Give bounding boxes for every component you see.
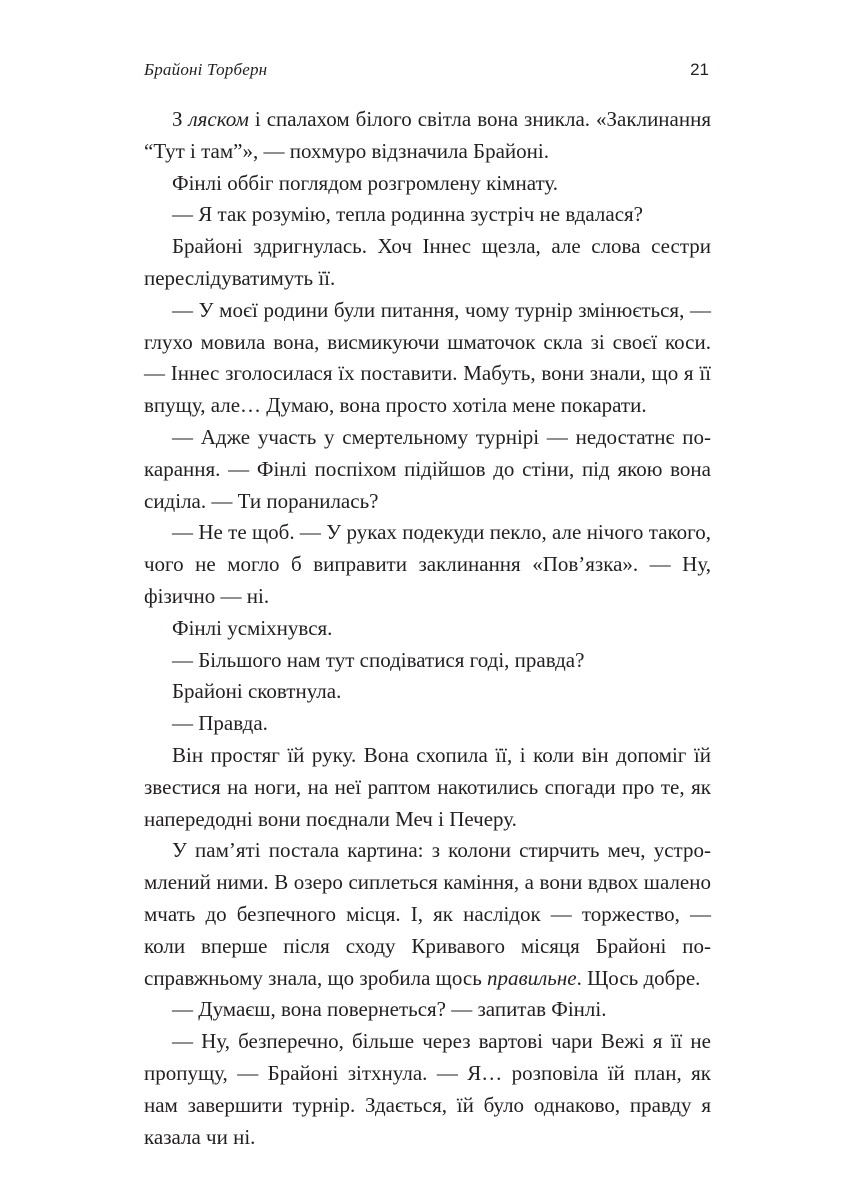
text-run: . Щось добре.	[576, 965, 701, 990]
text-run: — Правда.	[172, 711, 268, 736]
text-run: З	[172, 107, 189, 131]
text-run: Фінлі усміхнувся.	[172, 615, 333, 640]
paragraph	[144, 676, 711, 708]
paragraph	[144, 1026, 711, 1153]
text-run: — Ну, безперечно, більше через вартові чари Вежі я її не пропущу, — Брайоні зітхнула. — Я… розповіла їй план, як нам завершити турнір. Здається, їй було однаково, правду я казала чи ні.	[144, 1029, 711, 1149]
paragraph	[144, 740, 711, 835]
body-text	[144, 104, 711, 1153]
paragraph	[144, 295, 711, 422]
paragraph	[144, 994, 711, 1026]
text-run: — У моєї родини були питання, чому турнір змінюється, — глухо мовила вона, висмикуючи шматочок скла зі своєї коси. — Іннес зголосилася їх поставити. Мабуть, вони знали, що я її впущу, але… Думаю, вона просто хотіла мене покарати.	[144, 297, 711, 418]
text-run: — Думаєш, вона повернеться? — запитав Фінлі.	[172, 997, 607, 1022]
text-run: — Не те щоб. — У руках подекуди пекло, але нічого такого, чого не могло б виправити заклинання «Пов’язка». — Ну, фізично — ні.	[144, 520, 711, 608]
paragraph	[144, 104, 711, 168]
text-run: Брайоні сковтнула.	[172, 679, 342, 704]
paragraph	[144, 835, 711, 994]
italic-text: правильне	[487, 965, 577, 990]
text-run: — Більшого нам тут сподіватися годі, правда?	[172, 647, 585, 672]
paragraph	[144, 645, 711, 677]
page-number: 21	[690, 60, 709, 79]
text-run: У пам’яті постала картина: з колони стирчить меч, устромлений ними. В озеро сиплеться каміння, а вони вдвох шалено мчать до безпечного місця. І, як наслідок — торжество, — коли вперше після сходу Кривавого місяця Брайоні по-справжньому знала, що зробила щось	[144, 838, 711, 990]
text-run: Фінлі оббіг поглядом розгромлену кімнату.	[172, 170, 559, 195]
text-run: — Я так розумію, тепла родинна зустріч не вдалася?	[172, 202, 644, 227]
paragraph	[144, 199, 711, 231]
paragraph	[144, 231, 711, 295]
paragraph	[144, 708, 711, 740]
paragraph	[144, 517, 711, 612]
text-run: — Адже участь у смертельному турнірі — недостатнє покарання. — Фінлі поспіхом підійшов до стіни, під якою вона сиділа. — Ти поранилась?	[144, 424, 711, 513]
text-run: і спалахом білого світла вона зникла. «Заклинання “Тут і там”», — похмуро відзначила Брайоні.	[144, 107, 711, 163]
text-run: Він простяг їй руку. Вона схопила її, і коли він допоміг їй звестися на ноги, на неї раптом накотились спогади про те, як напередодні вони поєднали Меч і Печеру.	[144, 742, 711, 831]
italic-text: ляском	[188, 107, 249, 131]
paragraph	[144, 422, 711, 517]
paragraph	[144, 168, 711, 200]
text-run: Брайоні здригнулась. Хоч Іннес щезла, але слова сестри переслідуватимуть її.	[144, 234, 711, 290]
running-head: Брайоні Торберн	[144, 60, 268, 79]
paragraph	[144, 613, 711, 645]
